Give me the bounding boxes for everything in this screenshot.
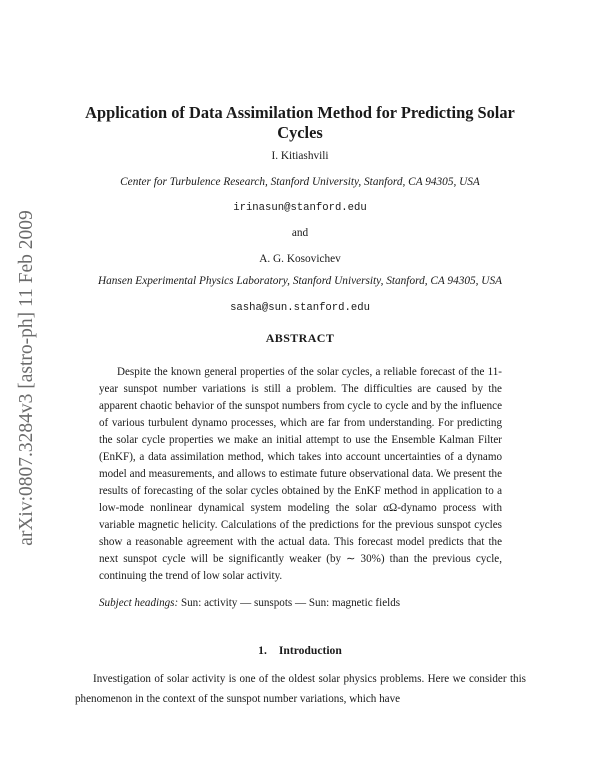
author-separator: and	[291, 227, 309, 239]
subject-headings-list: Sun: activity — sunspots — Sun: magnetic fields	[180, 597, 401, 609]
introduction-paragraph: Investigation of solar activity is one of the oldest solar physics problems. Here we consider this phenomenon in the context of the sunspot number variations, which have	[75, 673, 526, 705]
abstract-heading: ABSTRACT	[265, 331, 335, 345]
author-1-affiliation: Center for Turbulence Research, Stanford University, Stanford, CA 94305, USA	[120, 176, 480, 188]
abstract-body: Despite the known general properties of the solar cycles, a reliable forecast of the 11-year sunspot number variations is still a problem. The difficulties are caused by the apparent chaotic behavior of the sunspot numbers from cycle to cycle and by the influence of various turbulent dynamo processes, which are far from understanding. For predicting the solar cycle properties we make an initial attempt to use the Ensemble Kalman Filter (EnKF), a data assimilation method, which takes into account uncertainties of a dynamo model and measurements, and allows to estimate future observational data. We present the results of forecasting of the solar cycles obtained by the EnKF method in application to a low-mode nonlinear dynamical system modeling the solar αΩ-dynamo process with variable magnetic helicity. Calculations of the predictions for the previous sunspot cycles show a reasonable agreement with the actual data. This forecast model predicts that the next sunspot cycle will be significantly weaker (by ∼ 30%) than the previous cycle, continuing the trend of low solar activity.	[99, 366, 502, 582]
section-number: 1.	[258, 644, 267, 657]
arxiv-identifier-text: arXiv:0807.3284v3 [astro-ph] 11 Feb 2009	[16, 210, 37, 546]
author-2-email[interactable]: sasha@sun.stanford.edu	[230, 302, 370, 314]
author-2-name: A. G. Kosovichev	[259, 253, 341, 265]
author-2-affiliation: Hansen Experimental Physics Laboratory, Stanford University, Stanford, CA 94305, USA	[97, 275, 503, 287]
section-heading-introduction	[200, 644, 400, 657]
author-1-email[interactable]: irinasun@stanford.edu	[233, 202, 367, 214]
section-title: Introduction	[278, 644, 342, 657]
arxiv-identifier	[14, 188, 40, 568]
subject-headings	[99, 597, 502, 609]
subject-headings-label: Subject headings:	[99, 597, 179, 609]
author-1-name: I. Kitiashvili	[271, 150, 329, 162]
paper-title: Application of Data Assimilation Method for Predicting Solar Cycles	[85, 103, 515, 142]
